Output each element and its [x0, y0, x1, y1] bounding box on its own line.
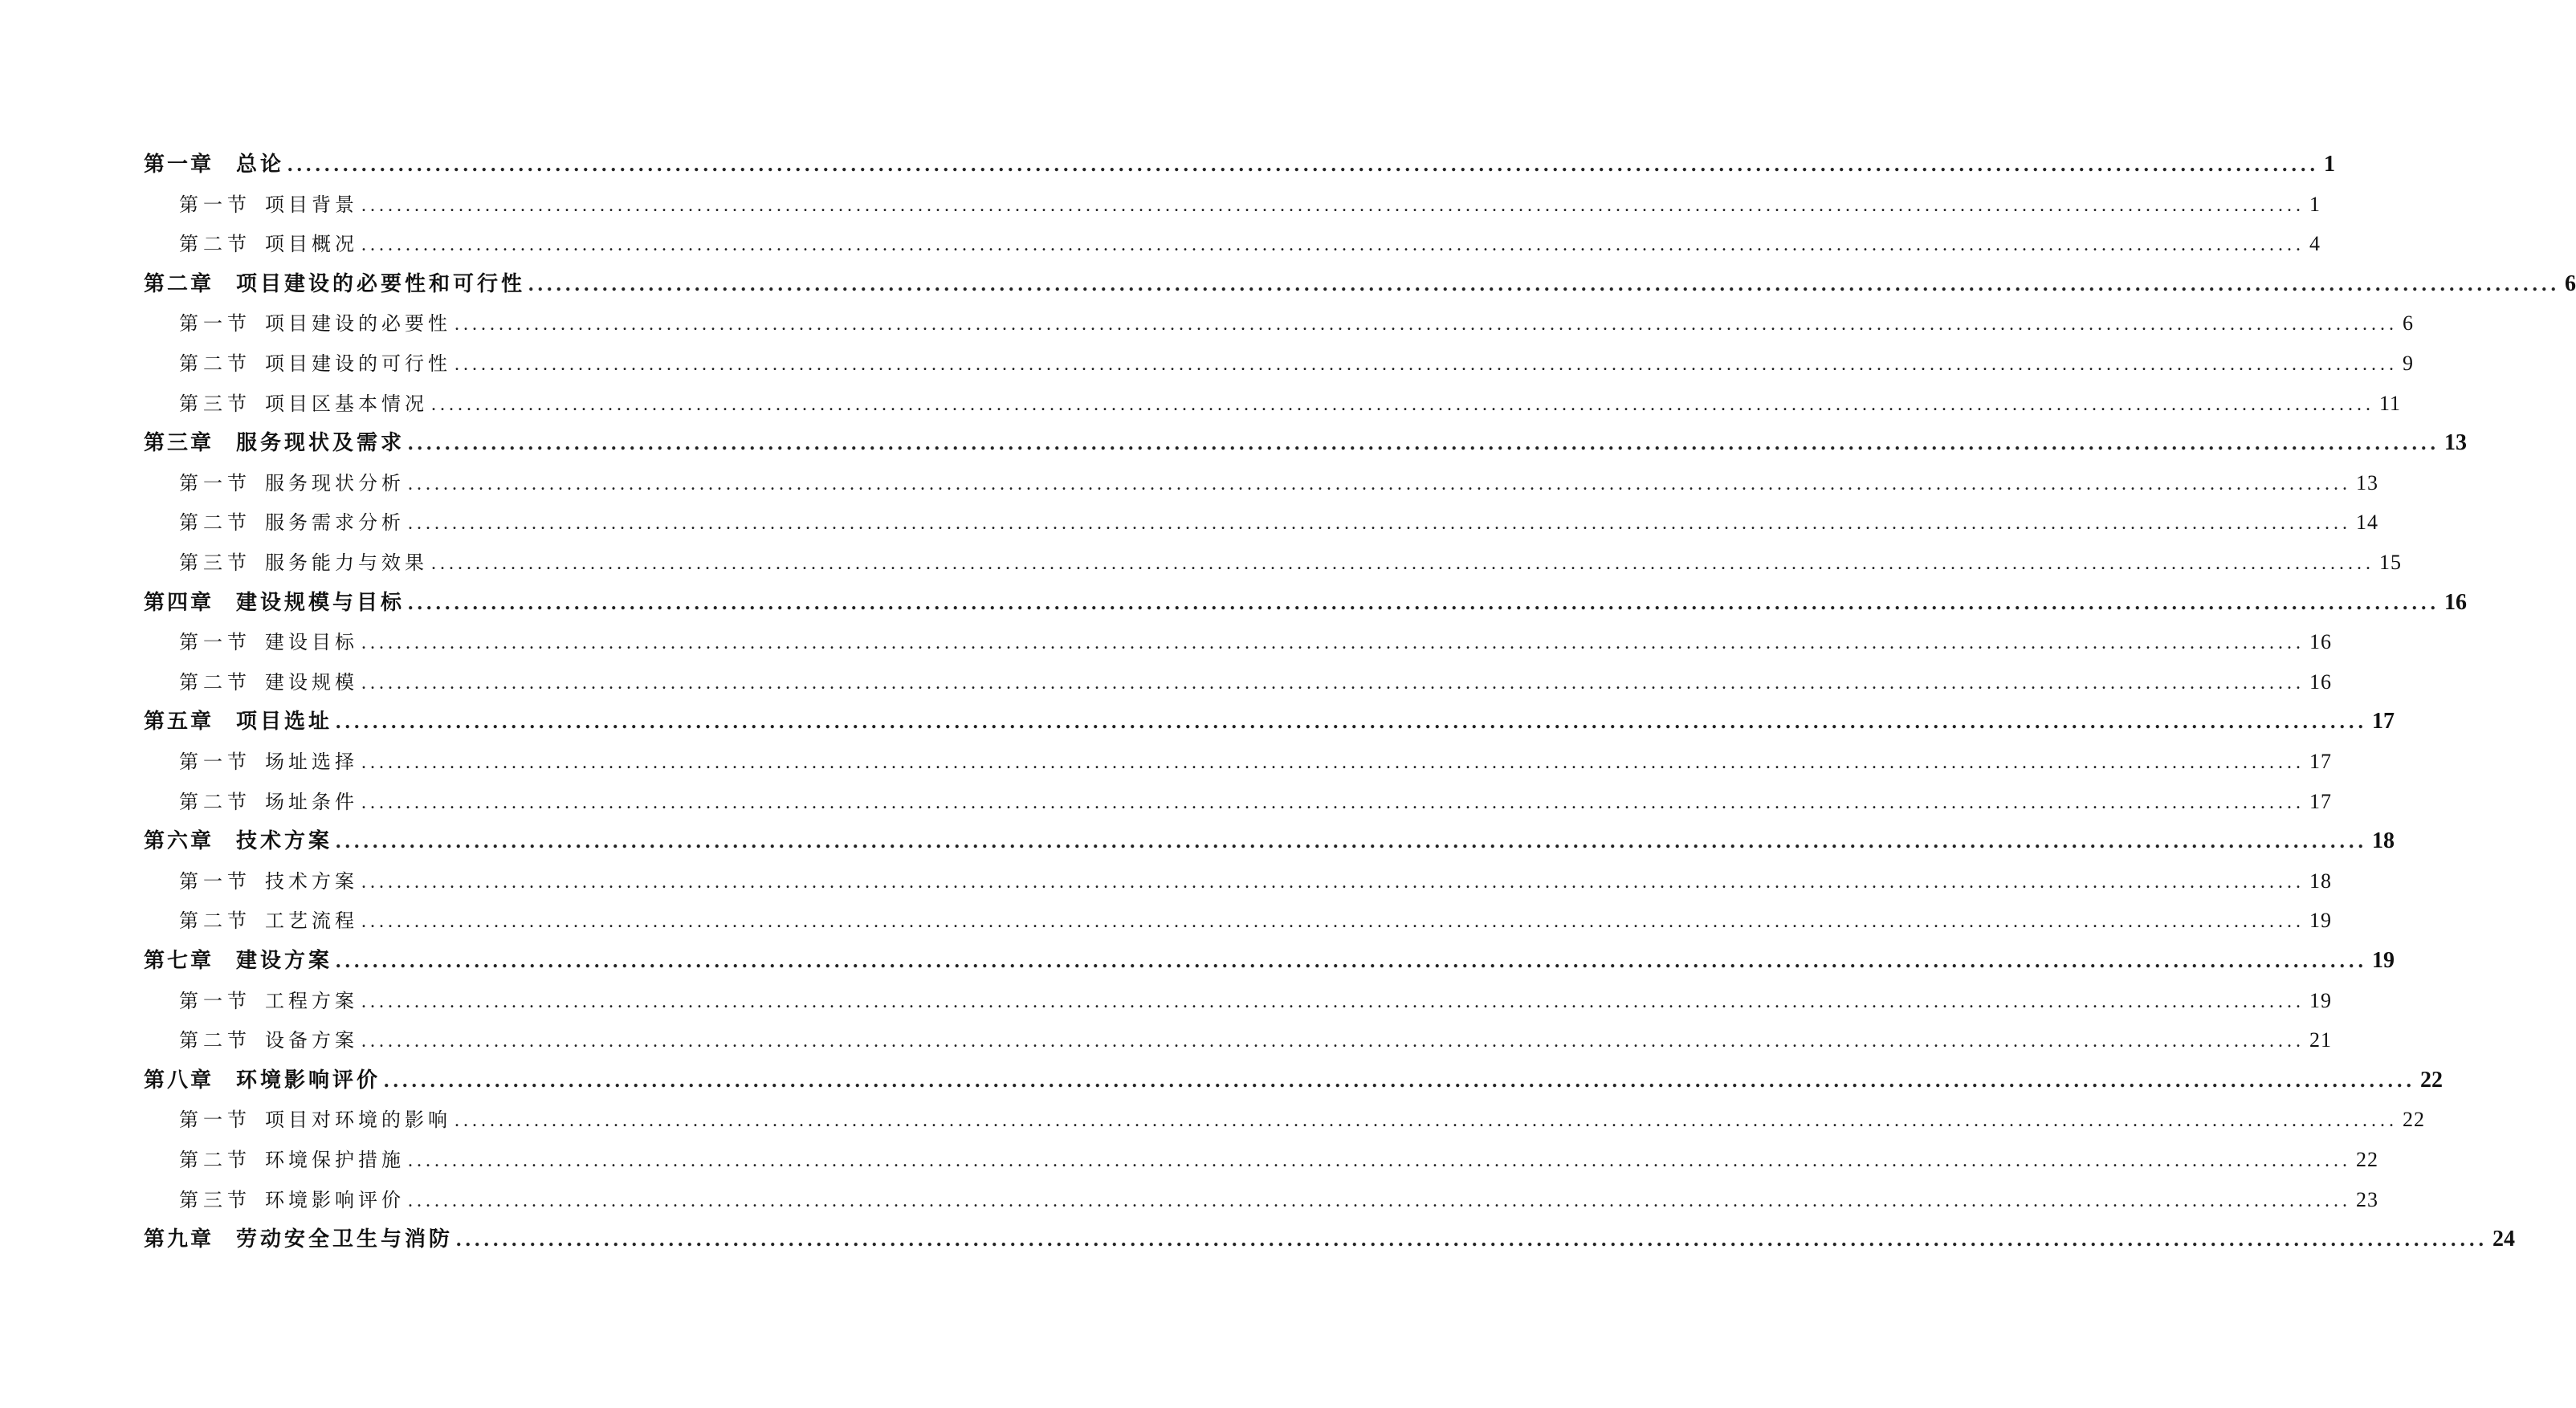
chapter-title: 劳动安全卫生与消防: [236, 1227, 454, 1252]
toc-section-entry[interactable]: [179, 626, 2332, 658]
page-number: 19: [2372, 948, 2395, 973]
section-number: 第二节: [179, 352, 251, 375]
page-number: 16: [2309, 630, 2332, 654]
page-number: 6: [2565, 271, 2576, 296]
page-number: 24: [2492, 1227, 2516, 1252]
toc-section-entry[interactable]: [179, 1184, 2378, 1216]
section-number: 第一节: [179, 312, 251, 336]
chapter-title: 服务现状及需求: [236, 431, 406, 456]
section-title: 项目背景: [265, 193, 358, 216]
chapter-title: 项目选址: [236, 710, 333, 735]
section-number: 第一节: [179, 471, 251, 494]
section-title: 服务现状分析: [265, 471, 405, 494]
section-number: 第二节: [179, 511, 251, 535]
page-number: 22: [2420, 1067, 2444, 1093]
section-title: 环境影响评价: [265, 1188, 405, 1211]
page-number: 6: [2403, 311, 2414, 336]
section-title: 建设目标: [265, 631, 358, 654]
toc-section-entry[interactable]: [179, 547, 2402, 579]
dot-leader: ............................................................................................................................................................................................................................: [528, 271, 2561, 295]
dot-leader: ............................................................................................................................................................................................................................: [361, 633, 2305, 654]
chapter-number: 第五章: [144, 710, 214, 735]
section-number: 第一节: [179, 869, 251, 893]
page-number: 11: [2379, 391, 2402, 415]
toc-section-entry[interactable]: [179, 746, 2332, 778]
toc-chapter-entry[interactable]: [144, 945, 2395, 977]
page-number: 13: [2444, 430, 2468, 456]
dot-leader: ............................................................................................................................................................................................................................: [361, 871, 2305, 893]
chapter-number: 第二章: [144, 271, 214, 296]
section-title: 场址条件: [265, 790, 358, 813]
section-title: 环境保护措施: [265, 1149, 405, 1171]
dot-leader: ............................................................................................................................................................................................................................: [408, 513, 2351, 535]
page-number: 18: [2309, 869, 2332, 893]
page-number: 18: [2372, 828, 2395, 854]
toc-section-entry[interactable]: [179, 985, 2332, 1017]
chapter-title: 技术方案: [236, 829, 333, 854]
section-title: 项目概况: [265, 233, 358, 256]
dot-leader: ............................................................................................................................................................................................................................: [408, 1190, 2351, 1211]
toc-section-entry[interactable]: [179, 1144, 2378, 1176]
toc-chapter-entry[interactable]: [144, 149, 2336, 181]
chapter-number: 第九章: [144, 1227, 214, 1252]
chapter-title: 环境影响评价: [236, 1068, 381, 1093]
page-number: 4: [2309, 232, 2321, 256]
section-number: 第一节: [179, 751, 251, 773]
chapter-title: 建设方案: [236, 949, 333, 973]
section-title: 项目区基本情况: [265, 392, 428, 415]
page-number: 23: [2356, 1187, 2378, 1211]
page-number: 13: [2356, 470, 2378, 494]
dot-leader: ............................................................................................................................................................................................................................: [361, 672, 2305, 694]
chapter-number: 第八章: [144, 1068, 214, 1093]
toc-chapter-entry[interactable]: [144, 427, 2468, 459]
page-number: 21: [2309, 1028, 2332, 1052]
section-number: 第三节: [179, 1188, 251, 1211]
toc-section-entry[interactable]: [179, 1104, 2425, 1136]
page-number: 1: [2309, 192, 2321, 216]
section-title: 场址选择: [265, 751, 358, 773]
section-title: 技术方案: [265, 869, 358, 893]
section-title: 建设规模: [265, 670, 358, 694]
chapter-number: 第七章: [144, 949, 214, 973]
dot-leader: ............................................................................................................................................................................................................................: [361, 791, 2305, 813]
dot-leader: ............................................................................................................................................................................................................................: [287, 153, 2320, 176]
dot-leader: ............................................................................................................................................................................................................................: [454, 314, 2398, 336]
section-number: 第三节: [179, 392, 251, 415]
dot-leader: ............................................................................................................................................................................................................................: [454, 354, 2398, 375]
page-number: 19: [2309, 909, 2332, 933]
dot-leader: ............................................................................................................................................................................................................................: [408, 1150, 2351, 1171]
toc-section-entry[interactable]: [179, 307, 2414, 340]
toc-chapter-entry[interactable]: [144, 587, 2468, 619]
page-number: 9: [2403, 352, 2414, 375]
dot-leader: ............................................................................................................................................................................................................................: [431, 393, 2374, 415]
section-title: 服务需求分析: [265, 511, 405, 535]
dot-leader: ............................................................................................................................................................................................................................: [336, 949, 2368, 972]
dot-leader: ............................................................................................................................................................................................................................: [408, 590, 2440, 614]
toc-section-entry[interactable]: [179, 786, 2332, 818]
toc-chapter-entry[interactable]: [144, 268, 2576, 300]
page-number: 17: [2372, 709, 2395, 735]
chapter-title: 总论: [236, 153, 285, 177]
section-title: 项目建设的可行性: [265, 352, 451, 375]
section-number: 第二节: [179, 233, 251, 256]
section-number: 第二节: [179, 670, 251, 694]
toc-chapter-entry[interactable]: [144, 1223, 2516, 1255]
page-number: 17: [2309, 750, 2332, 773]
chapter-number: 第四章: [144, 590, 214, 615]
section-number: 第一节: [179, 631, 251, 654]
page-number: 15: [2379, 551, 2402, 574]
toc-chapter-entry[interactable]: [144, 825, 2395, 857]
chapter-number: 第六章: [144, 829, 214, 854]
chapter-title: 项目建设的必要性和可行性: [236, 271, 526, 296]
toc-section-entry[interactable]: [179, 507, 2378, 539]
page-number: 22: [2403, 1108, 2425, 1132]
dot-leader: ............................................................................................................................................................................................................................: [408, 431, 2440, 455]
chapter-title: 建设规模与目标: [236, 590, 406, 615]
page-number: 14: [2356, 511, 2378, 535]
toc-section-entry[interactable]: [179, 189, 2321, 221]
toc-section-entry[interactable]: [179, 1024, 2332, 1056]
section-title: 工艺流程: [265, 910, 358, 933]
section-number: 第二节: [179, 910, 251, 933]
toc-section-entry[interactable]: [179, 905, 2332, 937]
page-number: 1: [2324, 152, 2336, 177]
toc-section-entry[interactable]: [179, 348, 2414, 380]
toc-section-entry[interactable]: [179, 388, 2402, 420]
dot-leader: ............................................................................................................................................................................................................................: [361, 194, 2305, 216]
toc-section-entry[interactable]: [179, 228, 2321, 260]
section-number: 第一节: [179, 989, 251, 1012]
dot-leader: ............................................................................................................................................................................................................................: [361, 234, 2305, 256]
chapter-number: 第三章: [144, 431, 214, 456]
dot-leader: ............................................................................................................................................................................................................................: [384, 1068, 2416, 1092]
section-number: 第二节: [179, 1149, 251, 1171]
toc-chapter-entry[interactable]: [144, 1064, 2444, 1097]
section-title: 设备方案: [265, 1029, 358, 1052]
section-title: 项目建设的必要性: [265, 312, 451, 336]
dot-leader: ............................................................................................................................................................................................................................: [336, 710, 2368, 734]
dot-leader: ............................................................................................................................................................................................................................: [336, 829, 2368, 853]
chapter-number: 第一章: [144, 153, 214, 177]
section-title: 工程方案: [265, 989, 358, 1012]
toc-chapter-entry[interactable]: [144, 706, 2395, 738]
page-number: 17: [2309, 789, 2332, 813]
dot-leader: ............................................................................................................................................................................................................................: [361, 1031, 2305, 1052]
dot-leader: ............................................................................................................................................................................................................................: [361, 911, 2305, 933]
section-number: 第二节: [179, 1029, 251, 1052]
page-number: 16: [2309, 669, 2332, 694]
dot-leader: ............................................................................................................................................................................................................................: [361, 991, 2305, 1012]
toc-section-entry[interactable]: [179, 865, 2332, 897]
toc-section-entry[interactable]: [179, 467, 2378, 499]
section-number: 第一节: [179, 193, 251, 216]
section-number: 第三节: [179, 551, 251, 574]
page-number: 19: [2309, 988, 2332, 1012]
page-number: 22: [2356, 1148, 2378, 1171]
toc-section-entry[interactable]: [179, 666, 2332, 698]
section-title: 服务能力与效果: [265, 551, 428, 574]
section-number: 第二节: [179, 790, 251, 813]
page-number: 16: [2444, 589, 2468, 615]
section-number: 第一节: [179, 1109, 251, 1132]
dot-leader: ............................................................................................................................................................................................................................: [454, 1110, 2398, 1132]
section-title: 项目对环境的影响: [265, 1109, 451, 1132]
dot-leader: ............................................................................................................................................................................................................................: [408, 473, 2351, 494]
dot-leader: ............................................................................................................................................................................................................................: [361, 752, 2305, 773]
dot-leader: ............................................................................................................................................................................................................................: [431, 553, 2374, 574]
dot-leader: ............................................................................................................................................................................................................................: [456, 1227, 2488, 1251]
